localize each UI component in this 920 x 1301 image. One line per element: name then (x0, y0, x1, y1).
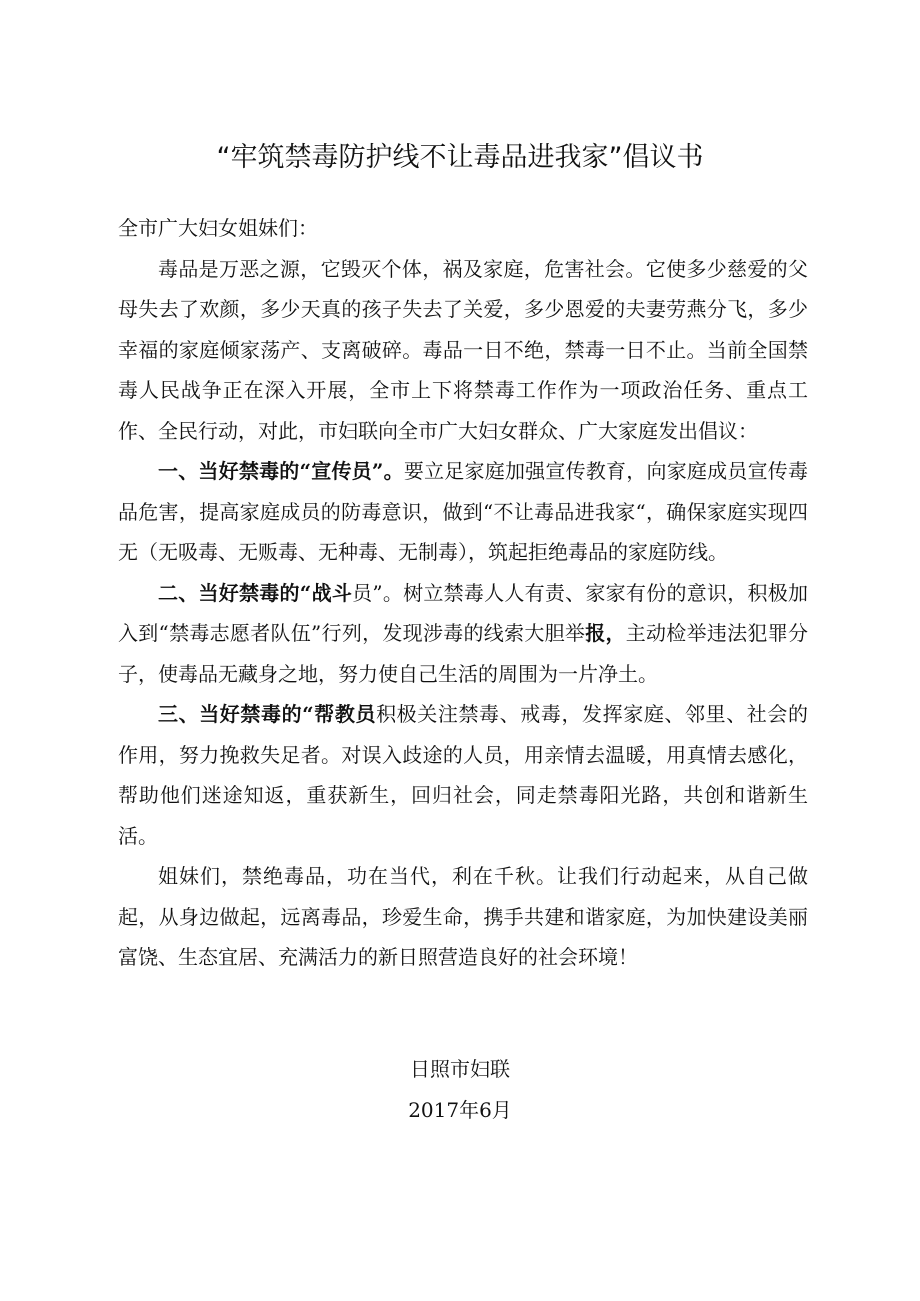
proposal-text-2a: 员”。树立禁毒人人有责、家家有份的意识，积极加入到“禁毒志愿者队伍”行列，发现涉毒的线索大胆举 (118, 580, 808, 645)
proposal-heading-3: 三、当好禁毒的“帮教员 (158, 702, 377, 726)
proposal-heading-1: 一、当好禁毒的“宣传员”。 (158, 459, 404, 483)
salutation: 全市广大妇女姐妹们： (118, 216, 318, 240)
intro-paragraph: 毒品是万恶之源，它毁灭个体，祸及家庭，危害社会。它使多少慈爱的父母失去了欢颜，多少天真的孩子失去了关爱，多少恩爱的夫妻劳燕分飞，多少幸福的家庭倾家荡产、支离破碎。毒品一日不绝，禁毒一日不止。当前全国禁毒人民战争正在深入开展，全市上下将禁毒工作作为一项政治任务、重点工作、全民行动，对此，市妇联向全市广大妇女群众、广大家庭发出倡议： (118, 256, 808, 443)
proposal-text-3: 积极关注禁毒、戒毒，发挥家庭、邻里、社会的作用，努力挽救失足者。对误入歧途的人员，用亲情去温暖，用真情去感化，帮助他们迷途知返，重获新生，回归社会，同走禁毒阳光路，共创和谐新生活。 (118, 702, 809, 848)
document-title: “牢筑禁毒防护线不让毒品进我家”倡议书 (216, 142, 704, 173)
signature-organization: 日照市妇联 (410, 1057, 510, 1081)
signature-date: 2017年6月 (408, 1098, 512, 1122)
document-body (118, 208, 808, 978)
proposal-text-2b: 主动检举违法犯罪分子，使毒品无藏身之地，努力使自己生活的周围为一片净土。 (118, 621, 808, 686)
proposal-item-2 (118, 573, 808, 695)
closing-paragraph: 姐妹们，禁绝毒品，功在当代，利在千秋。让我们行动起来，从自己做起，从身边做起，远离毒品，珍爱生命，携手共建和谐家庭，为加快建设美丽富饶、生态宜居、充满活力的新日照营造良好的社会环境！ (118, 864, 808, 969)
proposal-text-1: 要立足家庭加强宣传教育，向家庭成员宣传毒品危害，提高家庭成员的防毒意识，做到“不让毒品进我家“，确保家庭实现四无（无吸毒、无贩毒、无种毒、无制毒），筑起拒绝毒品的家庭防线。 (118, 459, 809, 564)
proposal-item-3 (118, 694, 808, 856)
proposal-item-1 (118, 451, 808, 573)
proposal-heading-2: 二、当好禁毒的“战斗 (158, 580, 353, 605)
proposal-bold-2b: 报， (585, 621, 626, 645)
